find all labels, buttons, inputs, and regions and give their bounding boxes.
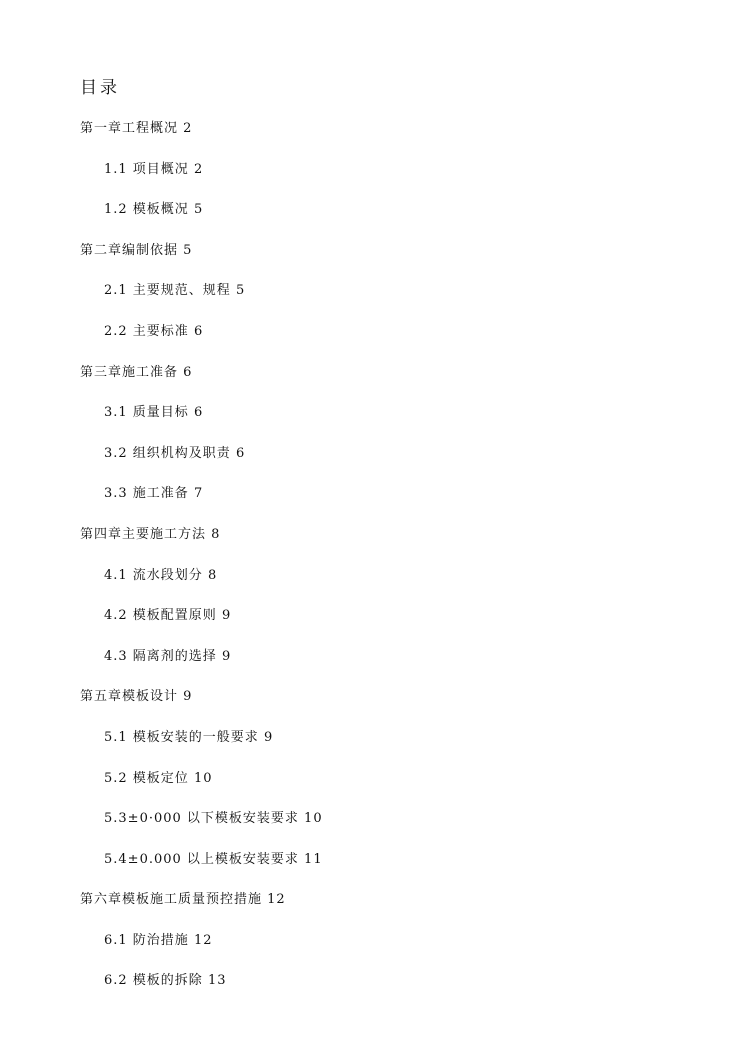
toc-list [0,119,744,1012]
toc-section-entry: 6.1 防治措施 12 [104,932,213,948]
toc-section-entry: 2.2 主要标准 6 [104,323,204,339]
toc-section-entry: 3.3 施工准备 7 [104,486,204,502]
toc-section-entry: 3.1 质量目标 6 [104,405,204,421]
toc-chapter-entry: 第一章工程概况 2 [80,121,193,136]
toc-section-entry: 4.1 流水段划分 8 [104,567,218,583]
toc-section-entry: 5.4±0.000 以上模板安装要求 11 [104,851,323,867]
toc-section-entry: 2.1 主要规范、规程 5 [104,283,246,299]
toc-section-entry: 5.1 模板安装的一般要求 9 [104,729,274,745]
toc-section-entry: 1.2 模板概况 5 [104,202,204,218]
toc-section-entry: 6.2 模板的拆除 13 [104,973,227,989]
toc-title: 目录 [80,78,120,98]
toc-section-entry: 5.2 模板定位 10 [104,770,213,786]
toc-section-entry: 5.3±0·000 以下模板安装要求 10 [104,811,323,827]
toc-section-entry: 4.3 隔离剂的选择 9 [104,648,232,664]
toc-chapter-entry: 第六章模板施工质量预控措施 12 [80,892,286,908]
toc-section-entry: 1.1 项目概况 2 [104,161,204,177]
toc-section-entry: 3.2 组织机构及职责 6 [104,445,246,461]
toc-chapter-entry: 第四章主要施工方法 8 [80,526,221,542]
toc-chapter-entry: 第五章模板设计 9 [80,689,193,705]
toc-section-entry: 4.2 模板配置原则 9 [104,608,232,624]
toc-chapter-entry: 第二章编制依据 5 [80,242,193,258]
toc-chapter-entry: 第三章施工准备 6 [80,364,193,380]
